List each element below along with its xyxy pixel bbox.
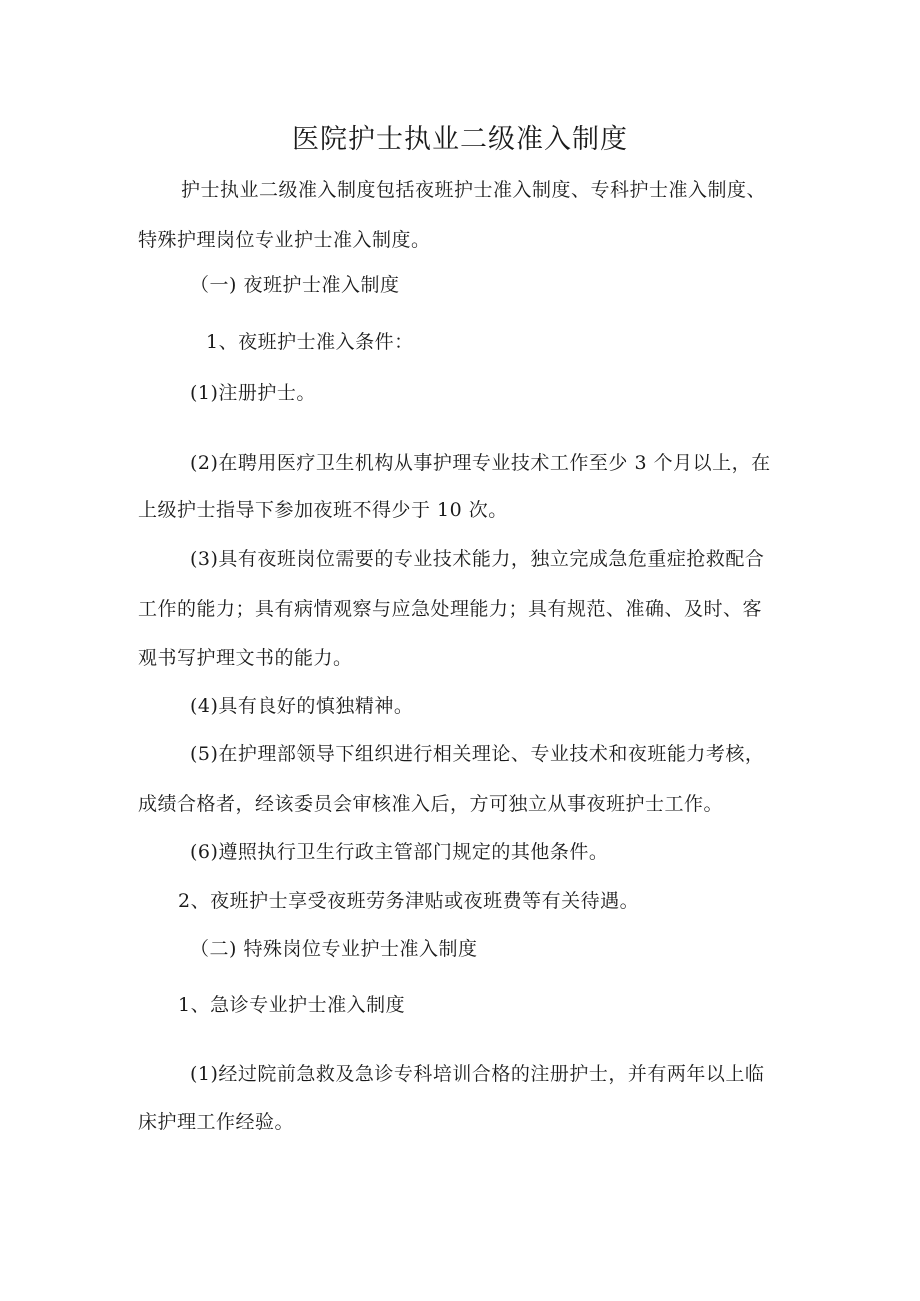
section-heading: （二) 特殊岗位专业护士准入制度 (190, 938, 478, 960)
section-heading: （一) 夜班护士准入制度 (190, 274, 400, 296)
paragraph-line: 观书写护理文书的能力。 (138, 647, 353, 669)
document-title: 医院护士执业二级准入制度 (292, 124, 628, 155)
paragraph-line: 工作的能力；具有病情观察与应急处理能力；具有规范、准确、及时、客 (138, 598, 763, 620)
list-item: (1)注册护士。 (190, 382, 316, 404)
list-item: (1)经过院前急救及急诊专科培训合格的注册护士，并有两年以上临 (190, 1063, 765, 1085)
subsection-heading: 1、夜班护士准入条件： (206, 331, 414, 353)
paragraph-line: 上级护士指导下参加夜班不得少于 10 次。 (138, 499, 508, 521)
list-item: (3)具有夜班岗位需要的专业技术能力，独立完成急危重症抢救配合 (190, 548, 765, 570)
list-item: (6)遵照执行卫生行政主管部门规定的其他条件。 (190, 841, 609, 863)
paragraph-line: 成绩合格者，经该委员会审核准入后，方可独立从事夜班护士工作。 (138, 793, 724, 815)
list-item: (5)在护理部领导下组织进行相关理论、专业技术和夜班能力考核， (190, 743, 765, 765)
list-item: (4)具有良好的慎独精神。 (190, 695, 414, 717)
list-item: (2)在聘用医疗卫生机构从事护理专业技术工作至少 3 个月以上，在 (190, 452, 771, 474)
subsection-heading: 2、夜班护士享受夜班劳务津贴或夜班费等有关待遇。 (178, 890, 640, 912)
paragraph-line: 特殊护理岗位专业护士准入制度。 (138, 229, 431, 251)
paragraph-line: 床护理工作经验。 (138, 1111, 295, 1133)
paragraph-line: 护士执业二级准入制度包括夜班护士准入制度、专科护士准入制度、 (181, 179, 767, 201)
subsection-heading: 1、急诊专业护士准入制度 (178, 994, 406, 1016)
